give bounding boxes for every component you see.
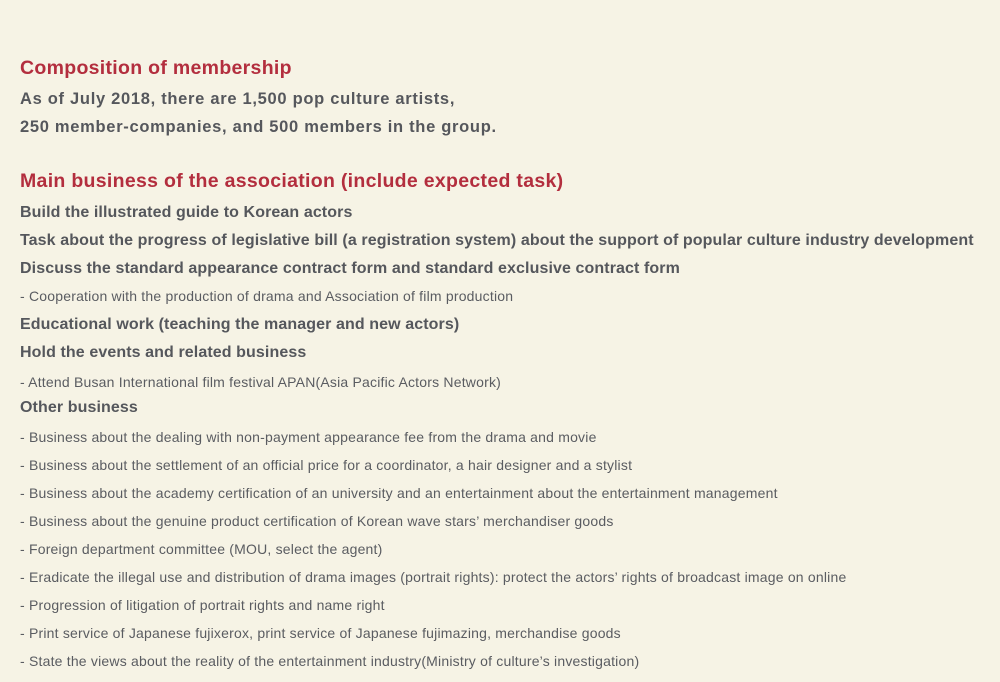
- membership-line-2: 250 member-companies, and 500 members in the group.: [20, 118, 497, 136]
- business-item-primary: Build the illustrated guide to Korean actors: [20, 204, 353, 221]
- business-item-primary: Other business: [20, 399, 138, 416]
- business-item-primary: Hold the events and related business: [20, 344, 307, 361]
- membership-heading: Composition of membership: [20, 57, 292, 79]
- business-item-secondary: - Foreign department committee (MOU, select the agent): [20, 541, 383, 557]
- business-heading: Main business of the association (include expected task): [20, 170, 564, 192]
- business-item-secondary: - Business about the dealing with non-payment appearance fee from the drama and movie: [20, 429, 597, 445]
- business-item-secondary: - Business about the genuine product certification of Korean wave stars’ merchandiser goods: [20, 513, 614, 529]
- membership-line-1: As of July 2018, there are 1,500 pop culture artists,: [20, 90, 456, 108]
- business-section: [20, 170, 1000, 671]
- business-item-primary: Educational work (teaching the manager and new actors): [20, 316, 460, 333]
- business-item-secondary: - Business about the settlement of an official price for a coordinator, a hair designer and a stylist: [20, 457, 633, 473]
- membership-section: [20, 57, 1000, 138]
- business-item-secondary: - Business about the academy certification of an university and an entertainment about the entertainment management: [20, 485, 778, 501]
- business-item-primary: Discuss the standard appearance contract form and standard exclusive contract form: [20, 260, 680, 277]
- business-item-secondary: - Cooperation with the production of drama and Association of film production: [20, 288, 514, 304]
- business-item-secondary: - Eradicate the illegal use and distribution of drama images (portrait rights): protect the actors’ rights of broadcast image on online: [20, 569, 847, 585]
- business-item-secondary: - Progression of litigation of portrait rights and name right: [20, 597, 385, 613]
- business-item-secondary: - Print service of Japanese fujixerox, print service of Japanese fujimazing, merchandise goods: [20, 625, 621, 641]
- business-item-secondary: - Attend Busan International film festival APAN(Asia Pacific Actors Network): [20, 374, 502, 390]
- business-item-secondary: - State the views about the reality of the entertainment industry(Ministry of culture’s investigation): [20, 653, 640, 669]
- business-item-primary: Task about the progress of legislative bill (a registration system) about the support of popular culture industry development: [20, 232, 974, 249]
